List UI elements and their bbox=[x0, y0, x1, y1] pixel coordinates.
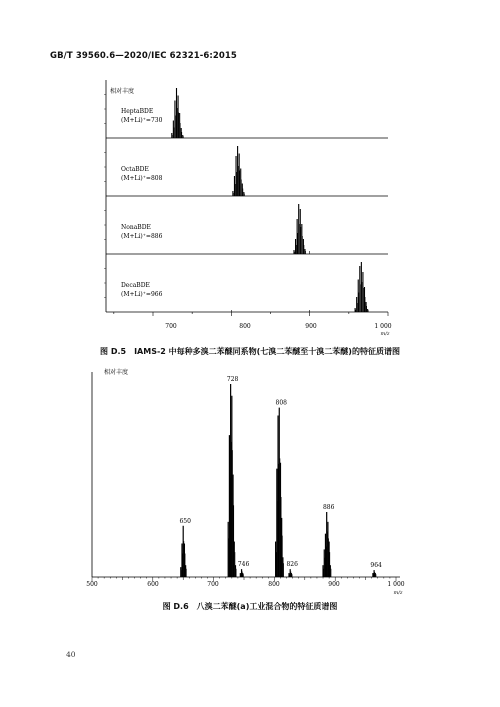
figure-d5-xlabel: m/z bbox=[380, 331, 390, 337]
figure-d6-tick-600: 600 bbox=[147, 581, 159, 588]
figure-d5-panel-mz: (M+Li)⁺=886 bbox=[121, 233, 163, 240]
figure-d6-caption: 图 D.6 八溴二苯醚(a)工业混合物的特征质谱图 bbox=[162, 602, 338, 611]
figure-d6-tick-1000: 1 000 bbox=[387, 581, 405, 588]
figure-d5-panel-mz: (M+Li)⁺=730 bbox=[121, 117, 163, 124]
figure-d5-tick-1000: 1 000 bbox=[374, 323, 392, 330]
figure-d5-panel-mz: (M+Li)⁺=966 bbox=[121, 291, 163, 298]
figure-d5-panel-mz: (M+Li)⁺=808 bbox=[121, 175, 163, 182]
figure-d6-axes bbox=[92, 372, 400, 581]
figure-d5-panel-label: HeptaBDE bbox=[121, 108, 154, 115]
figure-d6-peak-label: 826 bbox=[286, 561, 298, 569]
page-number: 40 bbox=[66, 650, 76, 659]
figure-d6-peaks bbox=[181, 384, 376, 577]
figure-d5-panel-label: NonaBDE bbox=[121, 224, 151, 231]
figure-d6-ylabel: 相对丰度 bbox=[104, 369, 129, 376]
figure-d6-tick-800: 800 bbox=[268, 581, 280, 588]
figure-d6-peak-label: 886 bbox=[322, 503, 335, 511]
standard-header: GB/T 39560.6—2020/IEC 62321-6:2015 bbox=[50, 51, 237, 61]
figure-d6-peak-label: 746 bbox=[237, 561, 250, 569]
figure-d5-panel-label: DecaBDE bbox=[121, 282, 150, 289]
figure-d6-tick-900: 900 bbox=[328, 581, 340, 588]
figure-d5-tick-900: 900 bbox=[305, 323, 317, 330]
figure-d5-panel-label: OctaBDE bbox=[121, 166, 149, 173]
figure-d6-peak-label: 964 bbox=[370, 562, 382, 570]
figure-d6-xlabel: m/z bbox=[393, 590, 403, 596]
figure-d5-tick-700: 700 bbox=[165, 323, 177, 330]
figure-d6-peak-label: 808 bbox=[275, 399, 287, 407]
figure-d6-peak-label: 728 bbox=[226, 375, 239, 383]
figure-d5-ylabel: 相对丰度 bbox=[110, 88, 135, 95]
figure-d5-tick-800: 800 bbox=[239, 323, 251, 330]
figure-d6-tick-500: 500 bbox=[86, 581, 98, 588]
figure-d6-tick-700: 700 bbox=[207, 581, 219, 588]
figure-d6-peak-label: 650 bbox=[179, 517, 191, 525]
figure-d5-caption: 图 D.5 IAMS-2 中每种多溴二苯醚同系物(七溴二苯醚至十溴二苯醚)的特征质谱图 bbox=[100, 347, 400, 356]
